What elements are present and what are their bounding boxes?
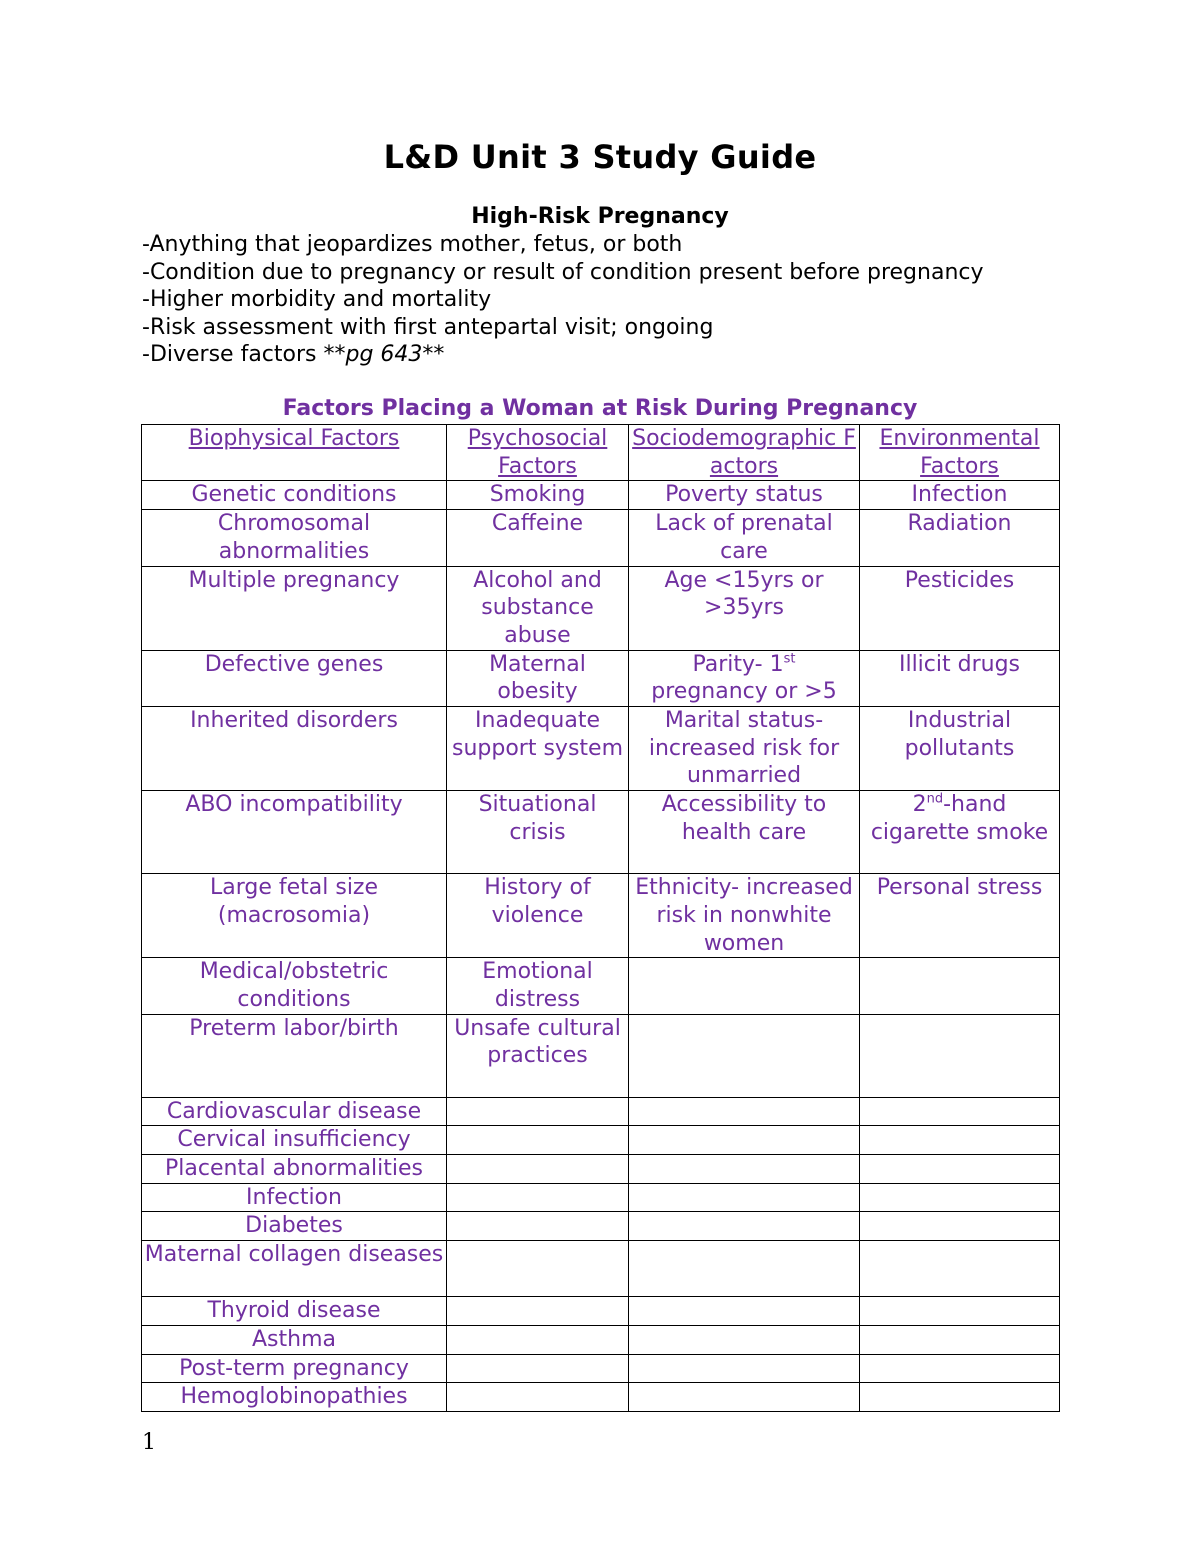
table-cell: Personal stress (860, 874, 1060, 958)
list-item (142, 341, 984, 369)
table-cell: Genetic conditions (142, 481, 447, 510)
risk-factors-table (141, 424, 1060, 1412)
table-cell (860, 1354, 1060, 1383)
table-cell: Post-term pregnancy (142, 1354, 447, 1383)
table-row (142, 1183, 1060, 1212)
table-row (142, 1297, 1060, 1326)
table-cell (447, 1155, 629, 1184)
table-cell (860, 1183, 1060, 1212)
table-cell (629, 1383, 860, 1412)
table-cell: Preterm labor/birth (142, 1014, 447, 1097)
table-cell (629, 1014, 860, 1097)
table-title: Factors Placing a Woman at Risk During Pregnancy (282, 396, 918, 421)
table-cell (447, 1241, 629, 1297)
table-cell: Illicit drugs (860, 650, 1060, 706)
table-row (142, 1383, 1060, 1412)
page-number: 1 (142, 1430, 156, 1455)
table-cell: Cardiovascular disease (142, 1097, 447, 1126)
table-cell (860, 1212, 1060, 1241)
table-cell (447, 1097, 629, 1126)
table-row (142, 874, 1060, 958)
table-cell: Inherited disorders (142, 707, 447, 791)
table-row (142, 566, 1060, 650)
table-cell: Medical/obstetric conditions (142, 958, 447, 1014)
table-cell: Alcohol and substance abuse (447, 566, 629, 650)
table-cell (447, 1212, 629, 1241)
table-cell: Asthma (142, 1325, 447, 1354)
table-cell (447, 1354, 629, 1383)
bullet-list (142, 231, 984, 369)
table-cell: Unsafe cultural practices (447, 1014, 629, 1097)
table-cell: Radiation (860, 510, 1060, 566)
table-cell (860, 1325, 1060, 1354)
table-cell: Infection (860, 481, 1060, 510)
table-row (142, 481, 1060, 510)
table-cell: Accessibility to health care (629, 791, 860, 874)
table-cell (629, 1297, 860, 1326)
table-row (142, 650, 1060, 706)
page-reference: **pg 643** (323, 342, 445, 368)
table-cell (447, 1183, 629, 1212)
table-cell: Defective genes (142, 650, 447, 706)
table-cell: Situational crisis (447, 791, 629, 874)
table-cell: Caffeine (447, 510, 629, 566)
table-body (142, 481, 1060, 1412)
table-cell (860, 1014, 1060, 1097)
table-cell: Thyroid disease (142, 1297, 447, 1326)
table-cell: Hemoglobinopathies (142, 1383, 447, 1412)
table-row (142, 707, 1060, 791)
table-cell: Age <15yrs or >35yrs (629, 566, 860, 650)
table-cell (629, 1183, 860, 1212)
table-cell (629, 1155, 860, 1184)
table-cell: Inadequate support system (447, 707, 629, 791)
list-item: -Higher morbidity and mortality (142, 287, 492, 313)
table-row (142, 510, 1060, 566)
table-cell: Poverty status (629, 481, 860, 510)
table-cell: 2nd-hand cigarette smoke (860, 791, 1060, 874)
list-item: -Risk assessment with first antepartal visit; ongoing (142, 314, 714, 340)
table-cell: Industrial pollutants (860, 707, 1060, 791)
table-cell (860, 1297, 1060, 1326)
column-header-psychosocial: Psychosocial Factors (447, 425, 629, 481)
table-cell (860, 1097, 1060, 1126)
table-row (142, 1241, 1060, 1297)
table-cell (860, 1126, 1060, 1155)
table-cell: Chromosomal abnormalities (142, 510, 447, 566)
table-cell (629, 1097, 860, 1126)
table-cell: Emotional distress (447, 958, 629, 1014)
table-cell: Placental abnormalities (142, 1155, 447, 1184)
table-cell (860, 1383, 1060, 1412)
table-header-row (142, 425, 1060, 481)
table-cell: Maternal collagen diseases (142, 1241, 447, 1297)
table-cell: Marital status- increased risk for unmarried (629, 707, 860, 791)
table-cell (860, 1155, 1060, 1184)
table-row (142, 958, 1060, 1014)
column-header-sociodemographic: Sociodemographic Factors (629, 425, 860, 481)
table-cell (629, 1354, 860, 1383)
table-cell (629, 1241, 860, 1297)
table-cell (447, 1126, 629, 1155)
table-row (142, 1212, 1060, 1241)
table-cell (629, 1212, 860, 1241)
table-cell: Ethnicity- increased risk in nonwhite women (629, 874, 860, 958)
list-item-text: -Diverse factors (142, 342, 324, 368)
table-cell: History of violence (447, 874, 629, 958)
table-row (142, 791, 1060, 874)
table-row (142, 1014, 1060, 1097)
table-row (142, 1126, 1060, 1155)
list-item: -Anything that jeopardizes mother, fetus, or both (142, 232, 683, 257)
table-row (142, 1097, 1060, 1126)
column-header-biophysical: Biophysical Factors (142, 425, 447, 481)
table-cell (629, 1325, 860, 1354)
table-cell: Multiple pregnancy (142, 566, 447, 650)
table-cell: Pesticides (860, 566, 1060, 650)
section-heading: High-Risk Pregnancy (471, 204, 729, 229)
table-row (142, 1325, 1060, 1354)
column-header-environmental: Environmental Factors (860, 425, 1060, 481)
table-cell: Parity- 1st pregnancy or >5 (629, 650, 860, 706)
table-cell (447, 1297, 629, 1326)
table-cell (447, 1325, 629, 1354)
table-cell (860, 1241, 1060, 1297)
table-cell: Diabetes (142, 1212, 447, 1241)
table-cell: Lack of prenatal care (629, 510, 860, 566)
table-cell (629, 1126, 860, 1155)
page-title: L&D Unit 3 Study Guide (383, 138, 817, 176)
table-cell: Cervical insufficiency (142, 1126, 447, 1155)
table-cell: Smoking (447, 481, 629, 510)
table-cell: Large fetal size (macrosomia) (142, 874, 447, 958)
table-row (142, 1155, 1060, 1184)
table-cell: Infection (142, 1183, 447, 1212)
list-item: -Condition due to pregnancy or result of condition present before pregnancy (142, 259, 984, 285)
table-cell (860, 958, 1060, 1014)
table-cell (447, 1383, 629, 1412)
table-cell: ABO incompatibility (142, 791, 447, 874)
table-cell: Maternal obesity (447, 650, 629, 706)
table-cell (629, 958, 860, 1014)
table-row (142, 1354, 1060, 1383)
